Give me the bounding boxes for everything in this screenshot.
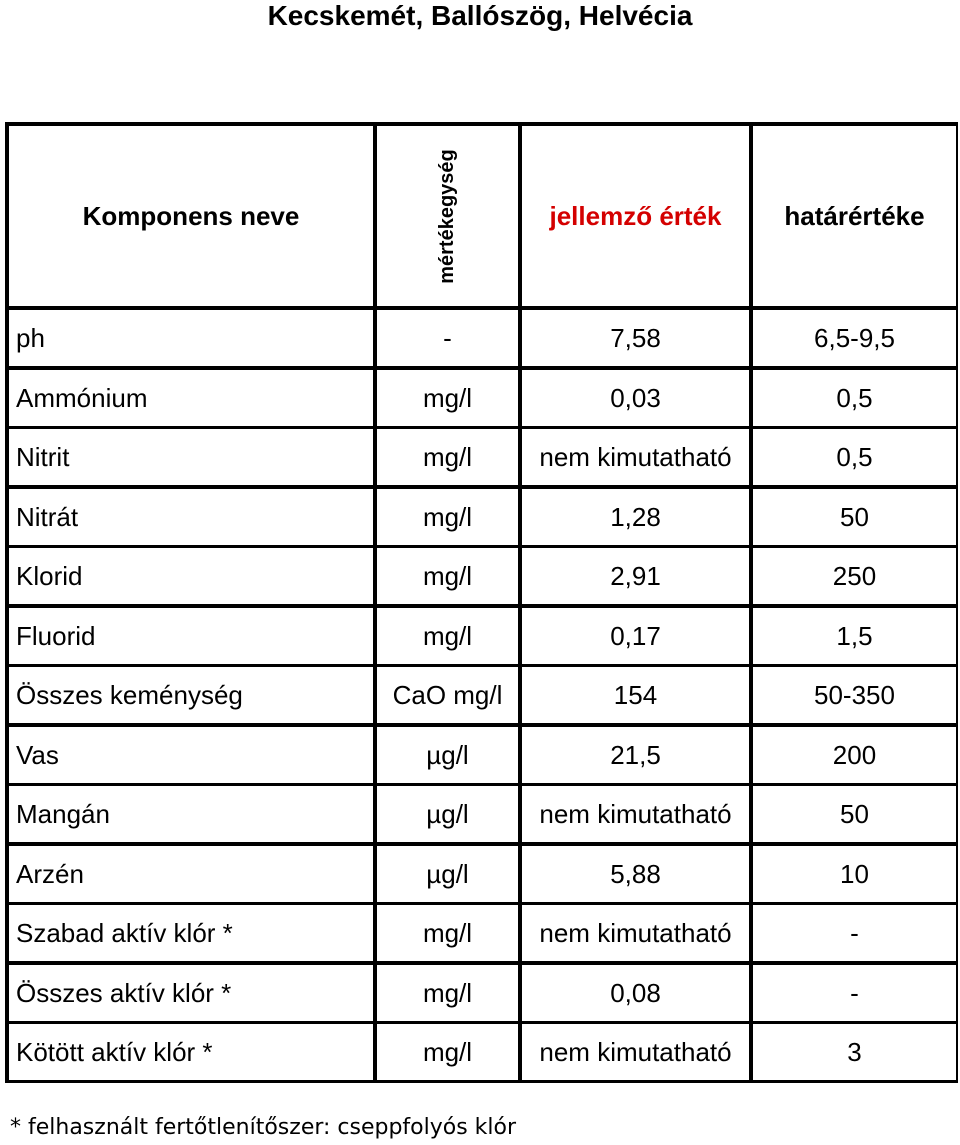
footnote: * felhasznált fertőtlenítőszer: cseppfolyós klór [10,1115,517,1140]
row-unit: µg/l [377,727,518,783]
row-unit: mg/l [377,489,518,545]
page-title: Kecskemét, Ballószög, Helvécia [267,0,693,31]
row-limit-value: 1,5 [753,608,956,664]
row-typical-value: 1,28 [522,489,749,545]
row-component: Összes aktív klór * [9,965,373,1021]
row-typical-value: 0,03 [522,370,749,426]
row-typical-value: nem kimutatható [522,905,749,961]
row-unit: CaO mg/l [377,667,518,723]
row-unit: µg/l [377,786,518,842]
header-typical-value: jellemző érték [522,126,749,306]
header-component-name: Komponens neve [9,126,373,306]
row-typical-value: 7,58 [522,310,749,366]
row-limit-value: 50 [753,489,956,545]
header-unit-label: mértékegység [436,148,458,284]
row-typical-value: 0,17 [522,608,749,664]
row-typical-value: 21,5 [522,727,749,783]
row-limit-value: 50 [753,786,956,842]
row-limit-value: 3 [753,1024,956,1080]
row-unit: mg/l [377,370,518,426]
header-limit-value: határértéke [753,126,956,306]
row-typical-value: nem kimutatható [522,1024,749,1080]
row-unit: mg/l [377,1024,518,1080]
row-unit: mg/l [377,905,518,961]
row-component: ph [9,310,373,366]
row-unit: mg/l [377,429,518,485]
row-limit-value: - [753,905,956,961]
row-limit-value: 200 [753,727,956,783]
row-limit-value: 50-350 [753,667,956,723]
row-component: Nitrit [9,429,373,485]
row-component: Összes keménység [9,667,373,723]
row-typical-value: nem kimutatható [522,429,749,485]
row-component: Klorid [9,548,373,604]
row-component: Fluorid [9,608,373,664]
row-component: Szabad aktív klór * [9,905,373,961]
row-component: Kötött aktív klór * [9,1024,373,1080]
row-unit: mg/l [377,608,518,664]
row-typical-value: 154 [522,667,749,723]
row-component: Vas [9,727,373,783]
row-unit: mg/l [377,965,518,1021]
row-unit: - [377,310,518,366]
row-limit-value: 0,5 [753,429,956,485]
row-unit: µg/l [377,846,518,902]
row-limit-value: 6,5-9,5 [753,310,956,366]
header-unit [377,126,518,306]
row-typical-value: 2,91 [522,548,749,604]
row-limit-value: 0,5 [753,370,956,426]
row-limit-value: - [753,965,956,1021]
water-quality-table [5,122,958,1083]
row-component: Arzén [9,846,373,902]
row-limit-value: 250 [753,548,956,604]
row-typical-value: 5,88 [522,846,749,902]
row-component: Nitrát [9,489,373,545]
row-component: Ammónium [9,370,373,426]
row-unit: mg/l [377,548,518,604]
row-typical-value: 0,08 [522,965,749,1021]
row-limit-value: 10 [753,846,956,902]
row-typical-value: nem kimutatható [522,786,749,842]
row-component: Mangán [9,786,373,842]
